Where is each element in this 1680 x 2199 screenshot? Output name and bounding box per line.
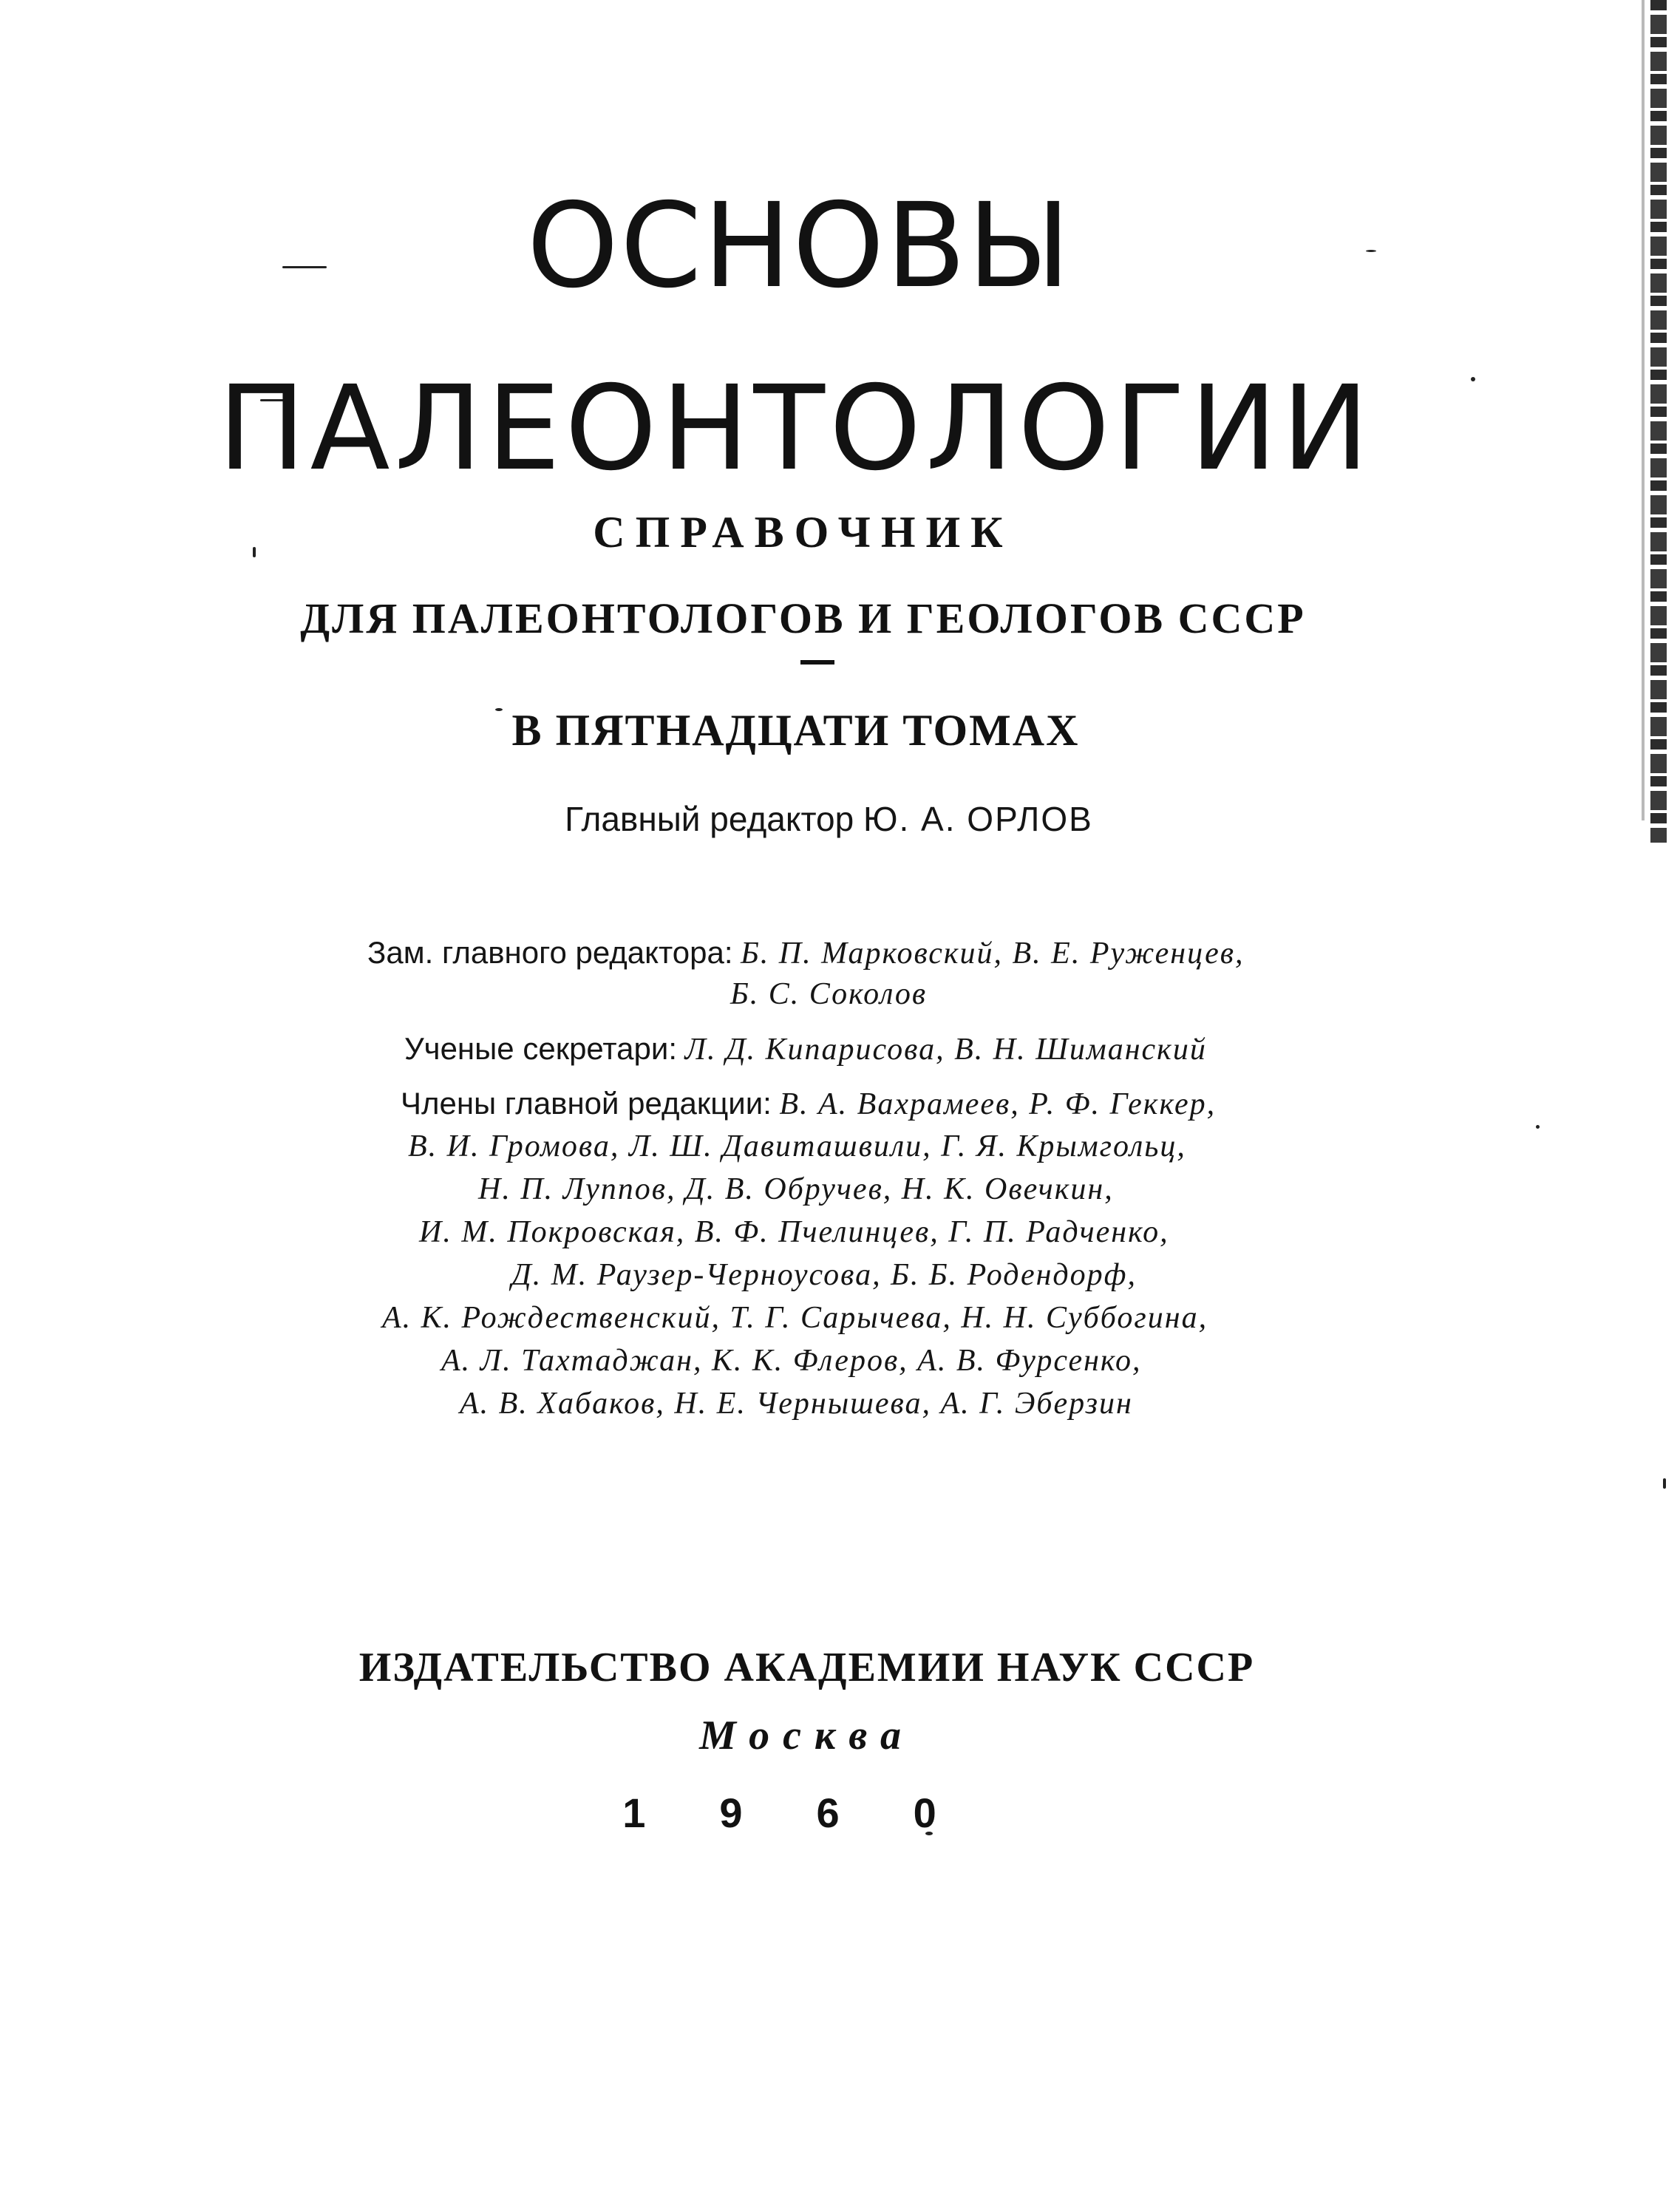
scan-binding-shadow: [1642, 0, 1645, 820]
secretaries-names: Л. Д. Кипарисова, В. Н. Шиманский: [684, 1033, 1207, 1067]
board-members-line-8: А. В. Хабаков, Н. Е. Чернышева, А. Г. Эберзин: [460, 1387, 1133, 1421]
secretaries-line: [404, 1033, 1207, 1065]
deputy-editors-line-2: [730, 979, 927, 1010]
deputy-editors-label: Зам. главного редактора:: [367, 935, 733, 970]
subtitle-handbook: СПРАВОЧНИК: [593, 508, 1013, 557]
book-title-line-2: ПАЛЕОНТОЛОГИИ: [217, 360, 1374, 497]
deputy-editors-names-1: Б. П. Марковский, В. Е. Руженцев,: [741, 937, 1245, 971]
scan-binding-edge: [1650, 0, 1667, 843]
publisher-city: Москва: [699, 1713, 914, 1758]
board-members-line-6: А. К. Рождественский, Т. Г. Сарычева, Н. Н. Суббогина,: [382, 1301, 1208, 1335]
deputy-editors-line-1: [367, 937, 1245, 969]
board-members-line-5: Д. М. Раузер-Черноусова, Б. Б. Родендорф,: [511, 1258, 1137, 1292]
scan-speck: [1536, 1125, 1540, 1129]
board-members-line-3: Н. П. Луппов, Д. В. Обручев, Н. К. Овечкин,: [478, 1172, 1114, 1206]
deputy-editors-names-2: Б. С. Соколов: [730, 977, 928, 1011]
board-members-names-1: В. А. Вахрамеев, Р. Ф. Геккер,: [779, 1087, 1217, 1121]
book-title-line-1: ОСНОВЫ: [526, 177, 1072, 314]
board-members-line-7: А. Л. Тахтаджан, К. К. Флеров, А. В. Фурсенко,: [441, 1344, 1142, 1378]
subtitle-volumes: В ПЯТНАДЦАТИ ТОМАХ: [511, 706, 1080, 755]
secretaries-label: Ученые секретари:: [404, 1031, 677, 1066]
chief-editor-name: Ю. А. ОРЛОВ: [863, 800, 1093, 838]
subtitle-divider: [800, 660, 834, 665]
board-members-label: Члены главной редакции:: [401, 1086, 772, 1121]
subtitle-audience: ДЛЯ ПАЛЕОНТОЛОГОВ И ГЕОЛОГОВ СССР: [300, 594, 1306, 642]
board-members-line-4: И. М. Покровская, В. Ф. Пчелинцев, Г. П. Радченко,: [419, 1215, 1169, 1249]
publisher-name: ИЗДАТЕЛЬСТВО АКАДЕМИИ НАУК СССР: [358, 1645, 1255, 1690]
publication-year: 1960: [622, 1790, 1010, 1836]
scan-speck: [1663, 1478, 1666, 1489]
board-members-line-1: [401, 1088, 1216, 1120]
chief-editor: [0, 802, 1680, 836]
board-members-line-2: В. И. Громова, Л. Ш. Давиташвили, Г. Я. Крымгольц,: [408, 1129, 1186, 1163]
chief-editor-label: Главный редактор: [565, 800, 854, 838]
